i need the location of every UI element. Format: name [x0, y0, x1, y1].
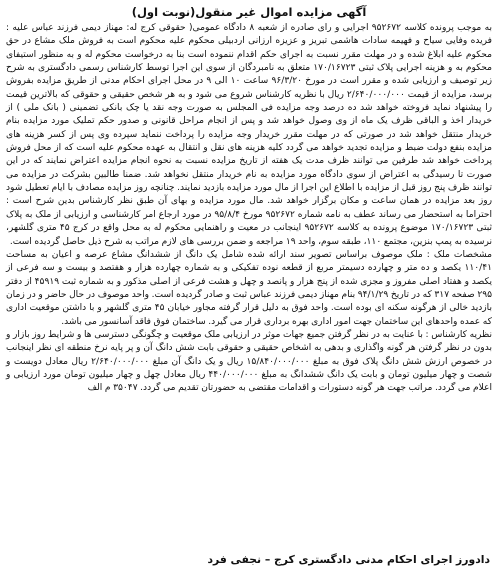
notice-body-paragraph: به موجب پرونده کلاسه ۹۵۲۶۷۲ اجرایی و رای صادره از شعبه ۸ دادگاه عمومی( حقوقی کرج له: مهناز دیمی فرزند عباس علیه : فریده وفایی سیاح و فهیمه سادات هاشمی تبریز و عزیزه ارزانی اردبیلی محکوم علیه محکوم است به فروش ملک مشاع در حق محکوم علیه ابلاغ شده و در مهلت مقرر نسبت به اجرای حکم اقدام ننموده است بنا به درخواست محکوم له و به منظور استیفای محکوم به و هزینه اجرایی پلاک ثبتی ۱۷۰/۱۶۷۲۳ متعلق به نامبردگان از سوی این اجرا توسط کارشناس رسمی دادگستری به شرح زیر توصیف و ارزیابی شده و مقرر است در مورخ ۹۶/۳/۲۰ ساعت ۱۰ الی ۹ در محل اجرای احکام مدنی از طریق مزایده بفروش برسد، مزایده از قیمت ۲/۶۴۰/۰۰۰/۰۰۰ ریال با نظریه کارشناس شروع می شود و به هر شخص حقیقی و حقوقی که بالاترین قیمت را پیشنهاد نماید فروخته خواهد شد ده درصد وجه مزایده فی المجلس به صورت وجه نقد یا چک بانکی تضمینی ( بانک ملی ) از خریدار اخذ و الباقی ظرف یک ماه از وی وصول خواهد شد و پس از انجام مراحل قانونی و صدور حکم تملیک مورد مزایده بنام خریدار منتقل خواهد شد در صورتی که در مهلت مقرر خریدار وجه مزایده را پرداخت ننماید سپرده وی پس از کسر هزینه های مزایده بنفع دولت ضبط و مزایده تجدید خواهد می گردد کلیه هزینه های نقل و انتقال به عهده محکوم علیه است که از محل فروش پرداخت خواهد شد طرفین می توانند ظرف مدت یک هفته از تاریخ مزایده نسبت به نحوه انجام مزایده اعتراض نمایند که در این صورت تا رسیدگی به اعتراض از سوی دادگاه مورد مزایده به نام خریدار منتقل نخواهد شد. ضمنا طالبین بشرکت در مزایده می توانند ظرف پنج روز قبل از مزایده با اطلاع این اجرا از مال مورد مزایده بازدید نمایند. چنانچه روز مزایده مصادف با ایام تعطیل شود روز بعد مزایده در همان ساعت و مکان برگزار خواهد شد. مال مورد مزایده و بهای آن طبق نظر کارشناس بدین شرح است : احتراما به استحضار می رساند عطف به نامه شماره ۹۵۲۶۷۲ مورخ ۹۵/۸/۴ در مورد ارجاع امر کارشناسی و ارزیابی از ملک به پلاک ثبتی ۱۷۰/۱۶۷۲۳ موضوع پرونده به کلاسه ۹۵۲۶۷۲ اینجانب در معیت و راهنمایی محکوم له به محل واقع در کرج ۴۵ متری گلشهر، نرسیده به پمپ بنزین، مجتمع ۱۱۰، طبقه سوم، واحد ۱۹ مراجعه و ضمن بررسی های لازم مراتب به شرح ذیل حاصل گردیده است. — [6, 23, 493, 247]
notice-signature: دادورز اجرای احکام مدنی دادگستری کرج – نجفی فرد — [207, 553, 490, 566]
expert-opinion-paragraph: نظریه کارشناس : با عنایت به در نظر گرفتن جمیع جهات موثر در ارزیابی ملک موقعیت و چگونگی دسترسی ها و شرایط روز بازار و بدون در نظر گرفتن هر گونه واگذاری و بدهی به اشخاص حقیقی و حقوقی بابت شش دانگ آن و پر پایه نرخ منطقه ای نظر اینجانب در خصوص ارزش شش دانگ پلاک فوق به مبلغ ۱۵/۸۴۰/۰۰۰/۰۰۰ ریال و یک دانگ آن مبلغ ۲/۶۴۰/۰۰۰/۰۰۰ ریال معادل دویست و شصت و چهار میلیون تومان و بابت یک دانگ ششدانگ به مبلغ ۴۴۰/۰۰۰/۰۰۰ ریال معادل چهل و چهار میلیون تومان مورد ارزیابی و اعلام می گردد. مراتب جهت هر گونه دستورات و اقدامات مقتضی به حضورتان تقدیم می گردد. ۳۵۰۴۷ م الف — [6, 329, 492, 394]
notice-title: آگهی مزایده اموال غیر منقول(نوبت اول) — [131, 5, 367, 19]
property-specs-paragraph: مشخصات ملک : ملک موصوف براساس تصویر سند ارائه شده شامل یک دانگ از ششدانگ مشاع عرصه و اعیان به مساحت ۱۱۰/۴۱ یکصد و ده متر و چهارده دسیمتر مربع از قطعه نوده تفکیکی و به شماره چهارده هزار و هفتصد و بیست و سه فرعی از یکصد و هفتاد اصلی مفروز و مجزی شده از پنج هزار و پانصد و چهل و هشت فرعی از اصلی مذکور و به شماره ثبت ۴۵۹۱۹ از دفتر ۲۹۵ صفحه ۳۱۷ که در تاریخ ۹۴/۱/۲۹ بنام مهناز دیمی فرزند عباس ثبت و صادر گردیده است. واحد موصوف در حال حاضر و در زمان بازدید خالی از هرگونه سکنه ای بوده است. واحد فوق به دلیل قرار گرفته مجاور خیابان ۴۵ متری گلشهر و با داشتن موقعیت اداری که عمده واحدهای این ساختمان جهت امور اداری بهره برداری قرار می گیرد. ساختمان فوق فاقد آسانسور می باشد. — [6, 249, 493, 327]
